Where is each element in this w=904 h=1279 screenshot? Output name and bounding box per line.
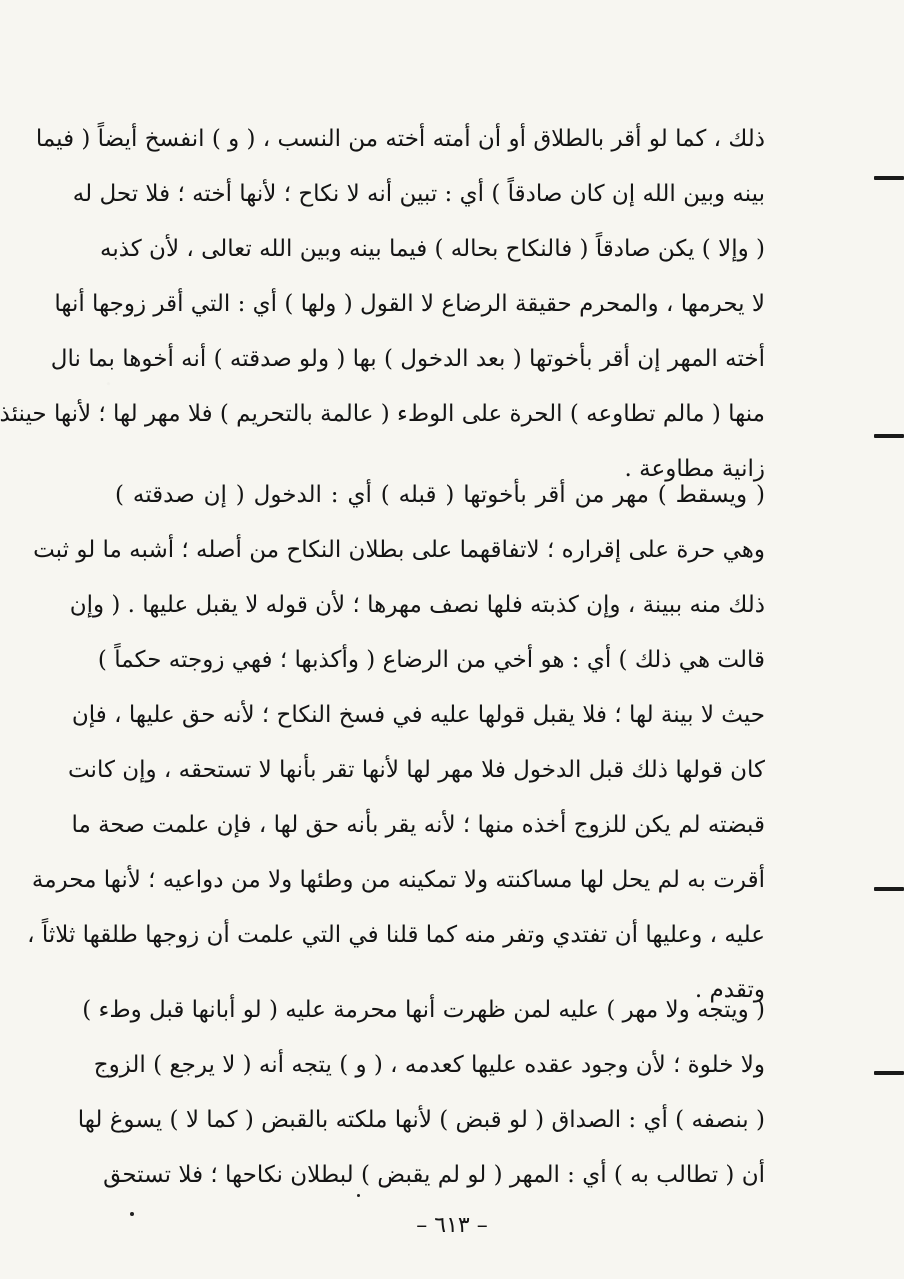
text-line: كان قولها ذلك قبل الدخول فلا مهر لها لأنها تقر بأنها لا تستحقه ، وإن كانت	[67, 757, 765, 783]
paragraph-3	[77, 983, 765, 1203]
text-line: أخته المهر إن أقر بأخوتها ( بعد الدخول ) بها ( ولو صدقته ) أنه أخوها بما نال	[50, 346, 765, 372]
text-line: زانية مطاوعة .	[624, 456, 765, 482]
page-number: – ٦١٣ –	[416, 1213, 488, 1238]
paragraph-2	[27, 468, 765, 1018]
margin-mark	[874, 1071, 904, 1075]
text-line: حيث لا بينة لها ؛ فلا يقبل قولها عليه في فسخ النكاح ؛ لأنه حق عليها ، فإن	[71, 702, 765, 728]
text-line: قالت هي ذلك ) أي : هو أخي من الرضاع ( وأكذبها ؛ فهي زوجته حكماً )	[97, 647, 765, 673]
text-line: ولا خلوة ؛ لأن وجود عقده عليها كعدمه ، ( و ) يتجه أنه ( لا يرجع ) الزوج	[93, 1052, 765, 1078]
text-line: وهي حرة على إقراره ؛ لاتفاقهما على بطلان النكاح من أصله ؛ أشبه ما لو ثبت	[33, 537, 765, 563]
paragraph-1	[0, 112, 765, 497]
text-line: ( ويتجه ولا مهر ) عليه لمن ظهرت أنها محرمة عليه ( لو أبانها قبل وطء )	[82, 997, 765, 1023]
text-line: قبضته لم يكن للزوج أخذه منها ؛ لأنه يقر بأنه حق لها ، فإن علمت صحة ما	[71, 812, 765, 838]
text-line: بينه وبين الله إن كان صادقاً ) أي : تبين أنه لا نكاح ؛ لأنها أخته ؛ فلا تحل له	[72, 181, 765, 207]
margin-mark	[874, 176, 904, 180]
margin-mark	[874, 887, 904, 891]
text-line: ( بنصفه ) أي : الصداق ( لو قبض ) لأنها ملكته بالقبض ( كما لا ) يسوغ لها	[77, 1107, 765, 1133]
text-line: أن ( تطالب به ) أي : المهر ( لو لم يقبض ) لبطلان نكاحها ؛ فلا تستحق	[103, 1162, 765, 1188]
text-line: ( ويسقط ) مهر من أقر بأخوتها ( قبله ) أي : الدخول ( إن صدقته )	[115, 482, 765, 508]
text-line: ( وإلا ) يكن صادقاً ( فالنكاح بحاله ) فيما بينه وبين الله تعالى ، لأن كذبه	[99, 236, 765, 262]
text-line: لا يحرمها ، والمحرم حقيقة الرضاع لا القول ( ولها ) أي : التي أقر زوجها أنها	[54, 291, 765, 317]
text-line: عليه ، وعليها أن تفتدي وتفر منه كما قلنا في التي علمت أن زوجها طلقها ثلاثاً ،	[27, 922, 765, 948]
text-line: ذلك منه ببينة ، وإن كذبته فلها نصف مهرها ؛ لأن قوله لا يقبل عليها . ( وإن	[69, 592, 765, 618]
margin-mark	[874, 434, 904, 438]
text-line: ذلك ، كما لو أقر بالطلاق أو أن أمته أخته من النسب ، ( و ) انفسخ أيضاً ( فيما	[35, 126, 765, 152]
text-line: وتقدم .	[694, 977, 765, 1003]
text-line: منها ( مالم تطاوعه ) الحرة على الوطء ( عالمة بالتحريم ) فلا مهر لها ؛ لأنها حينئذ	[0, 401, 765, 427]
text-line: أقرت به لم يحل لها مساكنته ولا تمكينه من وطئها ولا من دواعيه ؛ لأنها محرمة	[31, 867, 765, 893]
